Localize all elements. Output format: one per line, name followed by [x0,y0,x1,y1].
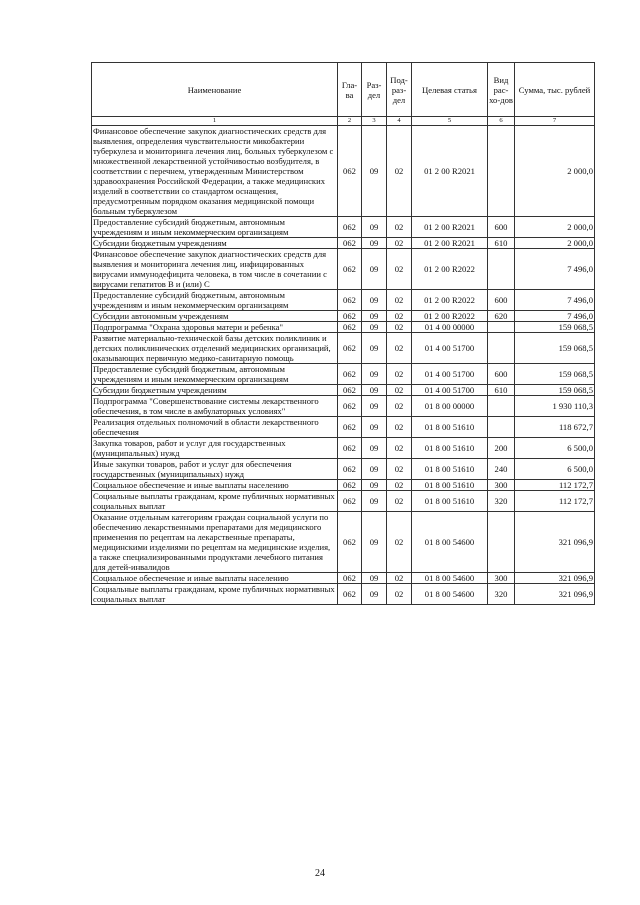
table-row [92,249,595,290]
expense-type-cell: 600 [488,290,515,311]
target-article-cell: 01 8 00 51610 [412,480,488,491]
row-name-cell: Социальные выплаты гражданам, кроме публичных нормативных социальных выплат [92,584,338,605]
subsection-code-cell: 02 [387,217,412,238]
row-name-cell: Иные закупки товаров, работ и услуг для обеспечения государственных (муниципальных) нужд [92,459,338,480]
expense-type-cell [488,322,515,333]
target-article-cell: 01 8 00 51610 [412,417,488,438]
subsection-code-cell: 02 [387,459,412,480]
amount-cell: 118 672,7 [515,417,595,438]
amount-cell: 159 068,5 [515,385,595,396]
table-row [92,438,595,459]
header-target: Целевая статья [412,63,488,117]
target-article-cell: 01 2 00 R2021 [412,217,488,238]
expense-type-cell: 620 [488,311,515,322]
target-article-cell: 01 2 00 R2022 [412,249,488,290]
section-code-cell: 09 [362,491,387,512]
amount-cell: 1 930 110,3 [515,396,595,417]
expense-type-cell: 610 [488,238,515,249]
expense-type-cell [488,126,515,217]
amount-cell: 6 500,0 [515,438,595,459]
row-name-cell: Оказание отдельным категориям граждан социальной услуги по обеспечению лекарственными препаратами для медицинского применения по рецептам на лекарственные препараты, медицинскими изделиями по рецептам на медицинские изделия, а также специализированными продуктами лечебного питания для детей-инвалидов [92,512,338,573]
subsection-code-cell: 02 [387,584,412,605]
amount-cell: 7 496,0 [515,249,595,290]
row-name-cell: Предоставление субсидий бюджетным, автономным учреждениям и иным некоммерческим организациям [92,290,338,311]
target-article-cell: 01 4 00 51700 [412,385,488,396]
expense-type-cell [488,512,515,573]
table-row [92,491,595,512]
section-code-cell: 09 [362,480,387,491]
row-name-cell: Субсидии бюджетным учреждениям [92,385,338,396]
target-article-cell: 01 2 00 R2021 [412,126,488,217]
expense-type-cell: 600 [488,217,515,238]
section-code-cell: 09 [362,584,387,605]
amount-cell: 2 000,0 [515,217,595,238]
row-name-cell: Социальные выплаты гражданам, кроме публичных нормативных социальных выплат [92,491,338,512]
subsection-code-cell: 02 [387,512,412,573]
table-row [92,512,595,573]
table-row [92,459,595,480]
target-article-cell: 01 8 00 00000 [412,396,488,417]
row-name-cell: Финансовое обеспечение закупок диагностических средств для выявления и мониторинга лечения лиц, инфицированных вирусами иммунодефицита человека, в том числе в сочетании с вирусами гепатитов В и (или) С [92,249,338,290]
subsection-code-cell: 02 [387,311,412,322]
section-code-cell: 09 [362,573,387,584]
column-number: 1 [92,117,338,126]
amount-cell: 6 500,0 [515,459,595,480]
chapter-code-cell: 062 [338,584,362,605]
subsection-code-cell: 02 [387,290,412,311]
table-row [92,584,595,605]
expense-type-cell: 300 [488,480,515,491]
row-name-cell: Развитие материально-технической базы детских поликлиник и детских поликлинических отделений медицинских организаций, оказывающих первичную медико-санитарную помощь [92,333,338,364]
target-article-cell: 01 8 00 54600 [412,512,488,573]
expense-type-cell: 320 [488,584,515,605]
subsection-code-cell: 02 [387,417,412,438]
row-name-cell: Субсидии бюджетным учреждениям [92,238,338,249]
row-name-cell: Реализация отдельных полномочий в области лекарственного обеспечения [92,417,338,438]
subsection-code-cell: 02 [387,573,412,584]
section-code-cell: 09 [362,364,387,385]
chapter-code-cell: 062 [338,249,362,290]
chapter-code-cell: 062 [338,385,362,396]
table-body [92,126,595,605]
header-subsection: Под-раз-дел [387,63,412,117]
header-section: Раз-дел [362,63,387,117]
amount-cell: 2 000,0 [515,126,595,217]
amount-cell: 159 068,5 [515,322,595,333]
section-code-cell: 09 [362,385,387,396]
column-number: 2 [338,117,362,126]
section-code-cell: 09 [362,126,387,217]
target-article-cell: 01 4 00 00000 [412,322,488,333]
target-article-cell: 01 2 00 R2021 [412,238,488,249]
amount-cell: 7 496,0 [515,311,595,322]
row-name-cell: Подпрограмма "Охрана здоровья матери и ребенка" [92,322,338,333]
expense-type-cell: 200 [488,438,515,459]
table-row [92,385,595,396]
target-article-cell: 01 8 00 54600 [412,573,488,584]
chapter-code-cell: 062 [338,311,362,322]
table-row [92,333,595,364]
subsection-code-cell: 02 [387,238,412,249]
chapter-code-cell: 062 [338,438,362,459]
row-name-cell: Закупка товаров, работ и услуг для государственных (муниципальных) нужд [92,438,338,459]
target-article-cell: 01 2 00 R2022 [412,290,488,311]
subsection-code-cell: 02 [387,438,412,459]
target-article-cell: 01 4 00 51700 [412,364,488,385]
chapter-code-cell: 062 [338,512,362,573]
row-name-cell: Предоставление субсидий бюджетным, автономным учреждениям и иным некоммерческим организациям [92,217,338,238]
amount-cell: 7 496,0 [515,290,595,311]
chapter-code-cell: 062 [338,126,362,217]
expense-type-cell [488,333,515,364]
expense-type-cell: 240 [488,459,515,480]
section-code-cell: 09 [362,417,387,438]
chapter-code-cell: 062 [338,238,362,249]
table-row [92,364,595,385]
section-code-cell: 09 [362,322,387,333]
expense-type-cell: 610 [488,385,515,396]
table-row [92,417,595,438]
section-code-cell: 09 [362,249,387,290]
chapter-code-cell: 062 [338,364,362,385]
budget-table [91,62,595,605]
amount-cell: 159 068,5 [515,364,595,385]
target-article-cell: 01 4 00 51700 [412,333,488,364]
row-name-cell: Социальное обеспечение и иные выплаты населению [92,573,338,584]
chapter-code-cell: 062 [338,459,362,480]
table-row [92,396,595,417]
subsection-code-cell: 02 [387,364,412,385]
column-number: 5 [412,117,488,126]
row-name-cell: Субсидии автономным учреждениям [92,311,338,322]
chapter-code-cell: 062 [338,322,362,333]
row-name-cell: Финансовое обеспечение закупок диагностических средств для выявления, определения чувствительности микобактерии туберкулеза и мониторинга лечения лиц, больных туберкулезом с множественной лекарственной устойчивостью возбудителя, в соответствии с перечнем, утвержденным Министерством здравоохранения Российской Федерации, а также медицинских изделий в соответствии со стандартом оснащения, предусмотренным порядком оказания медицинской помощи больным туберкулезом [92,126,338,217]
subsection-code-cell: 02 [387,322,412,333]
expense-type-cell [488,417,515,438]
amount-cell: 112 172,7 [515,480,595,491]
section-code-cell: 09 [362,459,387,480]
target-article-cell: 01 8 00 54600 [412,584,488,605]
column-numbers-row [92,117,595,126]
chapter-code-cell: 062 [338,573,362,584]
target-article-cell: 01 2 00 R2022 [412,311,488,322]
row-name-cell: Социальное обеспечение и иные выплаты населению [92,480,338,491]
subsection-code-cell: 02 [387,491,412,512]
section-code-cell: 09 [362,396,387,417]
amount-cell: 159 068,5 [515,333,595,364]
table-header-row [92,63,595,117]
target-article-cell: 01 8 00 51610 [412,491,488,512]
chapter-code-cell: 062 [338,491,362,512]
subsection-code-cell: 02 [387,480,412,491]
expense-type-cell: 300 [488,573,515,584]
column-number: 3 [362,117,387,126]
subsection-code-cell: 02 [387,385,412,396]
table-row [92,290,595,311]
table-row [92,217,595,238]
table-row [92,573,595,584]
subsection-code-cell: 02 [387,396,412,417]
header-expense-type: Вид рас-хо-дов [488,63,515,117]
column-number: 7 [515,117,595,126]
header-name: Наименование [92,63,338,117]
amount-cell: 112 172,7 [515,491,595,512]
table-row [92,480,595,491]
section-code-cell: 09 [362,311,387,322]
chapter-code-cell: 062 [338,333,362,364]
section-code-cell: 09 [362,290,387,311]
header-chapter: Гла-ва [338,63,362,117]
row-name-cell: Предоставление субсидий бюджетным, автономным учреждениям и иным некоммерческим организациям [92,364,338,385]
section-code-cell: 09 [362,217,387,238]
header-amount: Сумма, тыс. рублей [515,63,595,117]
amount-cell: 321 096,9 [515,512,595,573]
column-number: 6 [488,117,515,126]
amount-cell: 321 096,9 [515,584,595,605]
section-code-cell: 09 [362,512,387,573]
column-number: 4 [387,117,412,126]
amount-cell: 321 096,9 [515,573,595,584]
table-row [92,311,595,322]
section-code-cell: 09 [362,333,387,364]
chapter-code-cell: 062 [338,396,362,417]
section-code-cell: 09 [362,238,387,249]
table-row [92,126,595,217]
expense-type-cell: 320 [488,491,515,512]
expense-type-cell [488,396,515,417]
target-article-cell: 01 8 00 51610 [412,459,488,480]
table-row [92,238,595,249]
chapter-code-cell: 062 [338,480,362,491]
subsection-code-cell: 02 [387,249,412,290]
subsection-code-cell: 02 [387,126,412,217]
page-number: 24 [315,868,325,879]
chapter-code-cell: 062 [338,417,362,438]
table-row [92,322,595,333]
chapter-code-cell: 062 [338,290,362,311]
chapter-code-cell: 062 [338,217,362,238]
subsection-code-cell: 02 [387,333,412,364]
amount-cell: 2 000,0 [515,238,595,249]
expense-type-cell: 600 [488,364,515,385]
section-code-cell: 09 [362,438,387,459]
target-article-cell: 01 8 00 51610 [412,438,488,459]
expense-type-cell [488,249,515,290]
row-name-cell: Подпрограмма "Совершенствование системы лекарственного обеспечения, в том числе в амбулаторных условиях" [92,396,338,417]
